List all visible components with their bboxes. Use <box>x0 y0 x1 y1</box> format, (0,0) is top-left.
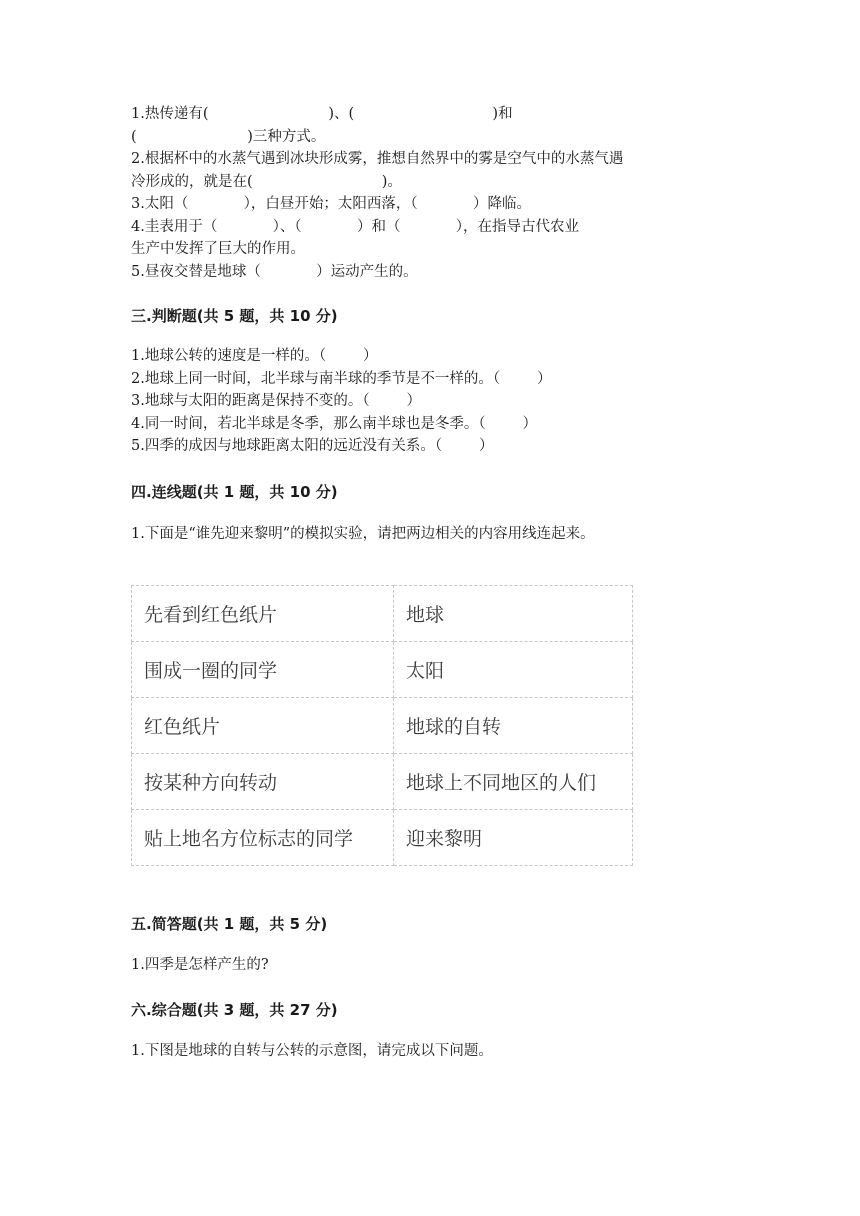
section-heading-comprehensive: 六.综合题(共 3 题，共 27 分) <box>131 1001 338 1019</box>
fill-in-line: 3.太阳（ ），白昼开始；太阳西落，（ ）降临。 <box>131 196 531 212</box>
judgement-list <box>131 345 741 458</box>
matching-table <box>131 585 633 866</box>
comprehensive-question: 1.下图是地球的自转与公转的示意图，请完成以下问题。 <box>131 1043 493 1059</box>
left-cell: 围成一圈的同学 <box>132 642 394 698</box>
section-heading-short-answer: 五.简答题(共 1 题，共 5 分) <box>131 915 328 933</box>
fill-in-line: 冷形成的，就是在( )。 <box>131 173 402 190</box>
table-row <box>132 754 633 810</box>
table-row <box>132 642 633 698</box>
judgement-item: 4.同一时间，若北半球是冬季，那么南半球也是冬季。（ ） <box>131 415 537 432</box>
left-cell: 贴上地名方位标志的同学 <box>132 810 394 866</box>
left-cell: 红色纸片 <box>132 698 394 754</box>
fill-in-line: 4.圭表用于（ ）、（ ）和（ ），在指导古代农业 <box>131 218 580 235</box>
left-cell: 按某种方向转动 <box>132 754 394 810</box>
right-cell: 地球上不同地区的人们 <box>394 754 633 810</box>
table-row <box>132 586 633 642</box>
left-cell: 先看到红色纸片 <box>132 586 394 642</box>
fill-in-line: 1.热传递有( )、( )和 <box>131 106 513 122</box>
judgement-item: 1.地球公转的速度是一样的。（ ） <box>131 348 378 364</box>
fill-in-line: 5.昼夜交替是地球（ ）运动产生的。 <box>131 263 418 280</box>
table-row <box>132 810 633 866</box>
fill-in-section <box>131 103 741 283</box>
right-cell: 迎来黎明 <box>394 810 633 866</box>
judgement-item: 3.地球与太阳的距离是保持不变的。（ ） <box>131 393 421 409</box>
table-row <box>132 698 633 754</box>
judgement-item: 2.地球上同一时间，北半球与南半球的季节是不一样的。（ ） <box>131 370 552 387</box>
judgement-item: 5.四季的成因与地球距离太阳的远近没有关系。（ ） <box>131 438 494 454</box>
fill-in-line: 生产中发挥了巨大的作用。 <box>131 241 305 257</box>
right-cell: 地球 <box>394 586 633 642</box>
section-heading-judgement: 三.判断题(共 5 题，共 10 分) <box>131 307 338 325</box>
right-cell: 地球的自转 <box>394 698 633 754</box>
matching-question: 1.下面是“谁先迎来黎明”的模拟实验，请把两边相关的内容用线连起来。 <box>131 526 595 542</box>
section-heading-matching: 四.连线题(共 1 题，共 10 分) <box>131 483 338 501</box>
fill-in-line: 2.根据杯中的水蒸气遇到冰块形成雾，推想自然界中的雾是空气中的水蒸气遇 <box>131 151 624 167</box>
right-cell: 太阳 <box>394 642 633 698</box>
short-answer-question: 1.四季是怎样产生的? <box>131 957 269 973</box>
fill-in-line: ( )三种方式。 <box>131 128 326 145</box>
